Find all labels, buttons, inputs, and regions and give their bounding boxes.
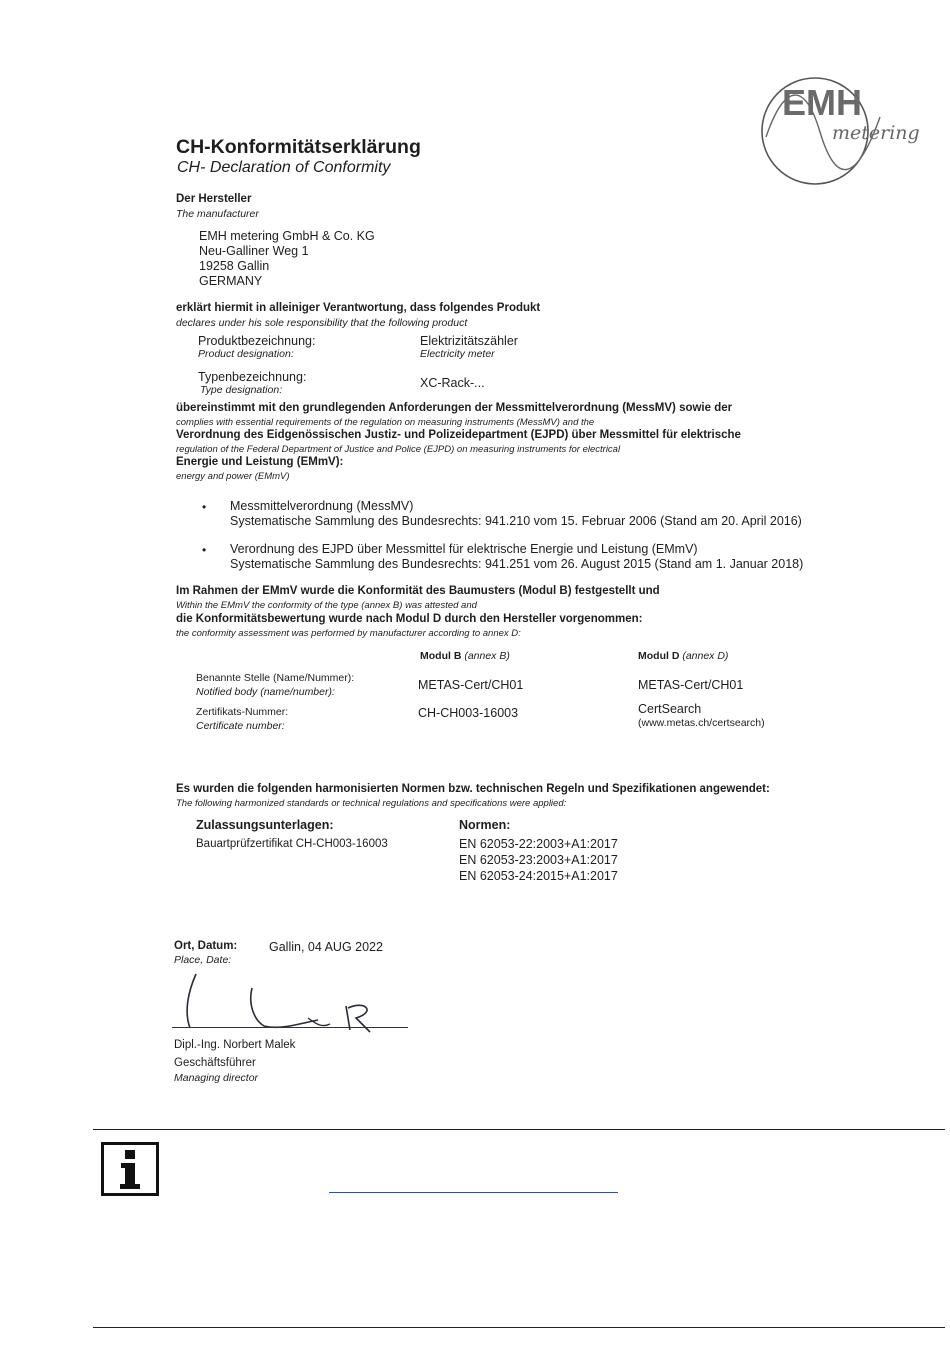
cert-number-b: CH-CH003-16003 (418, 706, 519, 720)
module-b-annex: (annex B) (464, 650, 510, 662)
cert-number-label: Zertifikats-Nummer: (196, 706, 289, 718)
divider-top (93, 1129, 945, 1130)
norm-item: EN 62053-24:2015+A1:2017 (459, 869, 618, 883)
bullet-icon: • (202, 500, 207, 514)
type-label: Typenbezeichnung: (198, 370, 307, 384)
compliance-line2: Verordnung des Eidgenössischen Justiz- und Polizeidepartment (EJPD) über Messmittel für elektrische (176, 429, 741, 441)
doc-subtitle: CH- Declaration of Conformity (177, 159, 391, 176)
product-name-value-en: Electricity meter (420, 348, 495, 360)
type-label-en: Type designation: (200, 384, 283, 396)
standards-heading-en: The following harmonized standards or technical regulations and specifications were applied: (176, 798, 567, 809)
cert-search: CertSearch (638, 702, 702, 716)
compliance-line2-en: regulation of the Federal Department of Justice and Police (EJPD) on measuring instruments for electrical (176, 444, 621, 455)
manufacturer-label-en: The manufacturer (176, 208, 259, 220)
bullet-detail: Systematische Sammlung des Bundesrechts: 941.251 vom 26. August 2015 (Stand am 1. Januar 2018) (230, 557, 804, 571)
notified-body-label-en: Notified body (name/number): (196, 686, 335, 698)
address-line: EMH metering GmbH & Co. KG (199, 229, 375, 243)
notified-body-b: METAS-Cert/CH01 (418, 678, 524, 692)
notified-body-d: METAS-Cert/CH01 (638, 678, 744, 692)
notified-body-label: Benannte Stelle (Name/Nummer): (196, 672, 355, 684)
info-icon (101, 1142, 159, 1196)
compliance-line1-en: complies with essential requirements of the regulation on measuring instruments (MessMV) and the (176, 417, 595, 428)
approval-docs-label: Zulassungsunterlagen: (196, 818, 334, 832)
signature-line (172, 1027, 408, 1028)
compliance-line3: Energie und Leistung (EMmV): (176, 456, 344, 468)
address-line: GERMANY (199, 274, 263, 288)
compliance-line3-en: energy and power (EMmV) (176, 471, 290, 482)
conformity-line2-en: the conformity assessment was performed by manufacturer according to annex D: (176, 628, 521, 639)
bullet-title: Messmittelverordnung (MessMV) (230, 499, 414, 513)
cert-search-url: (www.metas.ch/certsearch) (638, 717, 765, 729)
standards-heading: Es wurden die folgenden harmonisierten Normen bzw. technischen Regeln und Spezifikationen angewendet: (176, 783, 770, 795)
address-line: Neu-Galliner Weg 1 (199, 244, 309, 258)
bullet-icon: • (202, 543, 207, 557)
emh-logo (760, 77, 925, 187)
module-d-label: Modul D (638, 650, 680, 662)
conformity-line1: Im Rahmen der EMmV wurde die Konformität des Baumusters (Modul B) festgestellt und (176, 585, 660, 597)
declaration-de: erklärt hiermit in alleiniger Verantwortung, dass folgendes Produkt (176, 302, 541, 314)
bullet-title: Verordnung des EJPD über Messmittel für elektrische Energie und Leistung (EMmV) (230, 542, 698, 556)
type-value: XC-Rack-... (420, 376, 485, 390)
logo-brand: EMH (782, 82, 862, 123)
cert-number-label-en: Certificate number: (196, 720, 285, 732)
declaration-en: declares under his sole responsibility that the following product (176, 317, 468, 329)
product-name-label-en: Product designation: (198, 348, 294, 360)
product-name-value: Elektrizitätszähler (420, 334, 518, 348)
signatory-role-en: Managing director (174, 1072, 259, 1084)
place-date-label: Ort, Datum: (174, 940, 238, 952)
norm-item: EN 62053-23:2003+A1:2017 (459, 853, 618, 867)
signatory-role: Geschäftsführer (174, 1057, 256, 1069)
module-d-annex: (annex D) (682, 650, 729, 662)
module-b-header (420, 650, 510, 662)
norm-item: EN 62053-22:2003+A1:2017 (459, 837, 618, 851)
norms-label: Normen: (459, 818, 511, 832)
conformity-line2: die Konformitätsbewertung wurde nach Modul D durch den Hersteller vorgenommen: (176, 613, 643, 625)
bullet-detail: Systematische Sammlung des Bundesrechts: 941.210 vom 15. Februar 2006 (Stand am 20. April 2016) (230, 514, 802, 528)
place-date-label-en: Place, Date: (174, 954, 232, 966)
manufacturer-label: Der Hersteller (176, 193, 252, 205)
divider-bottom (93, 1327, 945, 1328)
product-name-label: Produktbezeichnung: (198, 334, 316, 348)
footer-link-underline[interactable] (329, 1192, 618, 1193)
module-d-header (638, 650, 728, 662)
signatory-name: Dipl.-Ing. Norbert Malek (174, 1039, 296, 1051)
compliance-line1: übereinstimmt mit den grundlegenden Anforderungen der Messmittelverordnung (MessMV) sowie der (176, 402, 733, 414)
doc-title: CH-Konformitätserklärung (176, 136, 421, 158)
logo-sub: metering (832, 122, 920, 144)
conformity-line1-en: Within the EMmV the conformity of the type (annex B) was attested and (176, 600, 477, 611)
module-b-label: Modul B (420, 650, 462, 662)
address-line: 19258 Gallin (199, 259, 270, 273)
approval-docs-value: Bauartprüfzertifikat CH-CH003-16003 (196, 838, 388, 850)
place-date-value: Gallin, 04 AUG 2022 (269, 940, 383, 954)
